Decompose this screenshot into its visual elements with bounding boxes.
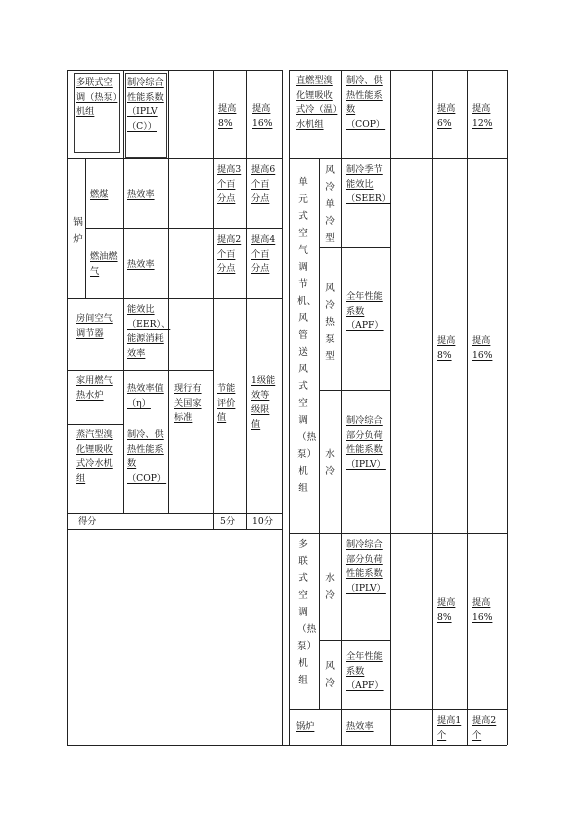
right-col-divider (467, 70, 468, 745)
left-col-divider (123, 70, 124, 513)
type-cell: 燃油燃气 (90, 251, 118, 277)
metric-box (125, 73, 167, 158)
grade2-cell: 提高16% (472, 597, 493, 623)
type-cell: 蒸汽型溴化锂吸收式冷水机组 (76, 429, 113, 484)
right-left-border (289, 70, 290, 745)
left-row-divider (67, 370, 213, 371)
left-row-divider (85, 228, 282, 229)
grade1-cell: 提高8% (218, 103, 237, 129)
metric-cell: 全年性能系数（APF） (346, 651, 384, 691)
metric-cell: 热效率值（η） (127, 383, 164, 409)
metric-cell: 能效比（EER）、能源消耗效率 (127, 304, 171, 359)
metric-cell: 制冷综合部分负荷性能系数（IPLV） (346, 539, 386, 594)
type-cell-vertical: 多联式空调（热泵）机组 (297, 539, 317, 686)
grade1-cell: 提高1个 (437, 715, 462, 741)
metric-cell: 热效率 (127, 189, 155, 200)
left-col-divider (168, 70, 169, 513)
left-col-divider (85, 158, 86, 298)
type-cell: 多联式空调（热泵）机组 (76, 77, 118, 117)
left-row-divider (67, 298, 282, 299)
subtype-cell: 水冷 (325, 449, 335, 477)
right-row-divider (289, 709, 507, 710)
metric-cell: 全年性能系数（APF） (346, 291, 384, 331)
metric-cell: 制冷、供热性能系数（COP） (127, 429, 167, 484)
left-row-divider (67, 424, 123, 425)
left-bottom-border (67, 529, 282, 530)
grade1-cell: 提高3个百分点 (217, 164, 242, 204)
type-cell: 直燃型溴化锂吸收式冷（温）水机组 (296, 75, 338, 130)
subtype-cell: 风冷热泵型 (325, 283, 335, 362)
metric-cell: 制冷季节能效比（SEER） (346, 164, 391, 204)
subtype-cell: 风冷单冷型 (325, 165, 335, 244)
left-row-divider (67, 513, 282, 514)
grade2-cell: 提高4个百分点 (251, 234, 276, 274)
page-bottom-border (67, 745, 507, 746)
metric-cell: 制冷综合性能系数（IPLV（C）） (127, 77, 164, 132)
right-col-divider (390, 70, 391, 745)
grade2-cell: 1级能效等级限值 (251, 375, 276, 430)
right-col-divider (319, 158, 320, 709)
metric-cell: 热效率 (127, 259, 155, 270)
grade2-cell: 提高12% (472, 103, 493, 129)
grade2-cell: 提高2个 (472, 715, 497, 741)
type-cell: 锅炉 (296, 721, 315, 732)
right-right-border (507, 70, 508, 745)
grade2-cell: 提高16% (252, 103, 273, 129)
type-cell: 燃煤 (90, 189, 109, 200)
grade2-cell: 提高16% (472, 335, 493, 361)
type-box (74, 73, 120, 153)
metric-cell: 制冷综合部分负荷性能系数（IPLV） (346, 415, 386, 470)
right-row-divider (319, 640, 390, 641)
right-row-divider (319, 247, 390, 248)
left-col-divider (213, 70, 214, 529)
grade2-cell: 提高6个百分点 (251, 164, 276, 204)
type-cell-vertical: 单元式空气调节机、风管送风式空调（热泵）机组 (297, 177, 317, 494)
left-row-divider (67, 158, 282, 159)
type-cell: 家用燃气热水炉 (76, 375, 113, 401)
type-cell: 房间空气调节器 (76, 313, 113, 339)
right-col-divider (341, 70, 342, 745)
grade1-cell: 节能评价值 (217, 383, 236, 423)
score-grade1: 5分 (220, 516, 236, 527)
score-label: 得分 (78, 516, 97, 527)
metric-cell: 热效率 (346, 721, 374, 732)
right-row-divider (289, 533, 507, 534)
grade1-cell: 提高2个百分点 (217, 234, 242, 274)
right-top-border (289, 70, 507, 71)
grade1-cell: 提高6% (437, 103, 456, 129)
left-top-border (67, 70, 282, 71)
category-cell: 锅炉 (73, 217, 83, 245)
right-row-divider (319, 390, 390, 391)
page-left-border (67, 70, 68, 745)
right-row-divider (289, 158, 507, 159)
left-col-divider (246, 70, 247, 529)
grade1-cell: 提高8% (437, 335, 456, 361)
right-col-divider (432, 70, 433, 745)
subtype-cell: 水冷 (325, 573, 335, 601)
standard-cell: 现行有关国家标准 (174, 383, 202, 423)
score-grade2: 10分 (252, 516, 273, 527)
grade1-cell: 提高8% (437, 597, 456, 623)
metric-cell: 制冷、供热性能系数（COP） (346, 75, 386, 130)
left-right-border (282, 70, 283, 745)
subtype-cell: 风冷 (325, 661, 335, 689)
